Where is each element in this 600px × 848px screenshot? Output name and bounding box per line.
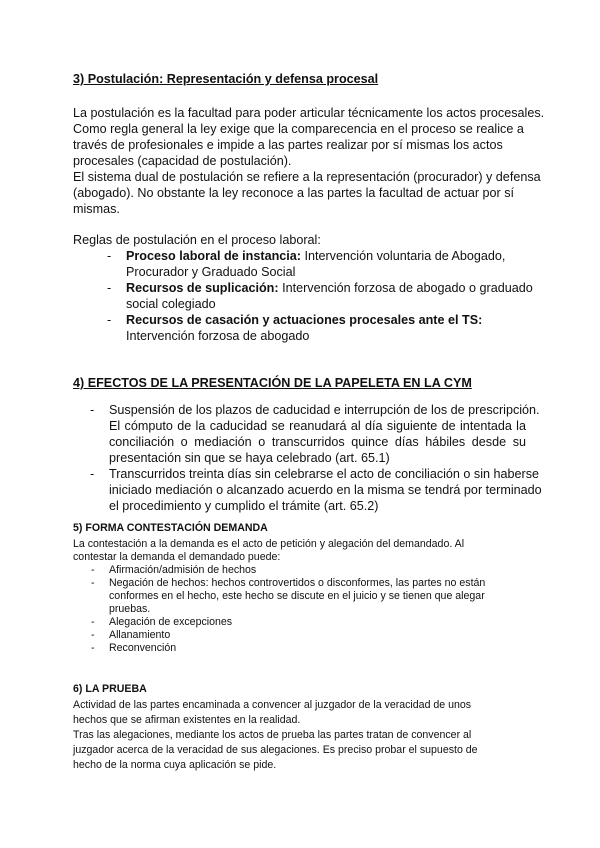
list-item: Alegación de excepciones	[109, 616, 233, 628]
rule-text: Intervención voluntaria de Abogado,	[300, 249, 506, 263]
section-4-heading: 4) EFECTOS DE LA PRESENTACIÓN DE LA PAPELETA EN LA CYM	[73, 376, 472, 390]
effect-line: Suspensión de los plazos de caducidad e interrupción de los de prescripción.	[109, 403, 540, 417]
bullet-dash: -	[107, 249, 112, 263]
paragraph-line: través de profesionales e impide a las partes realizar por sí mismas los actos	[73, 138, 503, 152]
effect-line: conciliación o mediación o transcurridos quince días hábiles desde su	[109, 435, 526, 449]
list-item-continuation: pruebas.	[109, 603, 151, 615]
list-item: Negación de hechos: hechos controvertidos o disconformes, las partes no están	[109, 577, 486, 589]
paragraph-line: (abogado). No obstante la ley reconoce a las partes la facultad de actuar por sí	[73, 186, 515, 200]
paragraph-line: hechos que se afirman existentes en la realidad.	[73, 714, 301, 726]
rule-continuation: Intervención forzosa de abogado	[126, 329, 310, 343]
effect-line: iniciado mediación o alcanzado acuerdo en la misma se tendrá por terminado	[109, 483, 542, 497]
paragraph-line: juzgador acerca de la veracidad de sus alegaciones. Es preciso probar el supuesto de	[73, 744, 478, 756]
rule-text: Intervención forzosa de abogado o graduado	[278, 281, 533, 295]
rule-continuation: social colegiado	[126, 297, 216, 311]
list-item: Afirmación/admisión de hechos	[109, 564, 257, 576]
paragraph-line: mismas.	[73, 202, 120, 216]
bullet-dash: -	[91, 564, 95, 576]
rule-title: Recursos de casación y actuaciones procesales ante el TS:	[126, 313, 483, 327]
paragraph-line: hecho de la norma cuya aplicación se pide.	[73, 759, 277, 771]
rule-title: Proceso laboral de instancia:	[126, 249, 301, 263]
paragraph-line: La postulación es la facultad para poder articular técnicamente los actos procesales.	[73, 106, 545, 120]
paragraph-line: La contestación a la demanda es el acto de petición y alegación del demandado. Al	[73, 538, 465, 550]
list-item: Allanamiento	[109, 629, 171, 641]
rule-item	[126, 248, 505, 264]
bullet-dash: -	[91, 577, 95, 589]
paragraph-line: contestar la demanda el demandado puede:	[73, 551, 281, 563]
paragraph-line: procesales (capacidad de postulación).	[73, 154, 292, 168]
rule-title: Recursos de suplicación:	[126, 281, 279, 295]
bullet-dash: -	[107, 313, 112, 327]
list-item: Reconvención	[109, 642, 177, 654]
section-3-heading: 3) Postulación: Representación y defensa procesal	[73, 72, 379, 86]
bullet-dash: -	[90, 467, 95, 481]
paragraph-line: El sistema dual de postulación se refiere a la representación (procurador) y defensa	[73, 170, 541, 184]
bullet-dash: -	[91, 642, 95, 654]
effect-line: Transcurridos treinta días sin celebrarse el acto de conciliación o sin haberse	[109, 467, 540, 481]
section-5-heading: 5) FORMA CONTESTACIÓN DEMANDA	[73, 522, 268, 534]
effect-line: El cómputo de la caducidad se reanudará al día siguiente de intentada la	[109, 419, 526, 433]
bullet-dash: -	[90, 403, 95, 417]
paragraph-line: Como regla general la ley exige que la comparecencia en el proceso se realice a	[73, 122, 524, 136]
effect-line: el procedimiento y cumplido el trámite (art. 65.2)	[109, 499, 379, 513]
section-6-heading: 6) LA PRUEBA	[73, 683, 147, 695]
list-item-continuation: conformes en el hecho, este hecho se discute en el juicio y se tienen que alegar	[109, 590, 485, 602]
rule-item	[126, 280, 533, 296]
bullet-dash: -	[91, 629, 95, 641]
bullet-dash: -	[107, 281, 112, 295]
effect-line: presentación sin que se haya celebrado (art. 65.1)	[109, 451, 390, 465]
rule-continuation: Procurador y Graduado Social	[126, 265, 296, 279]
bullet-dash: -	[91, 616, 95, 628]
rule-item	[126, 312, 482, 328]
rules-intro: Reglas de postulación en el proceso laboral:	[73, 233, 321, 247]
paragraph-line: Tras las alegaciones, mediante los actos de prueba las partes tratan de convencer al	[73, 729, 472, 741]
paragraph-line: Actividad de las partes encaminada a convencer al juzgador de la veracidad de unos	[73, 699, 472, 711]
